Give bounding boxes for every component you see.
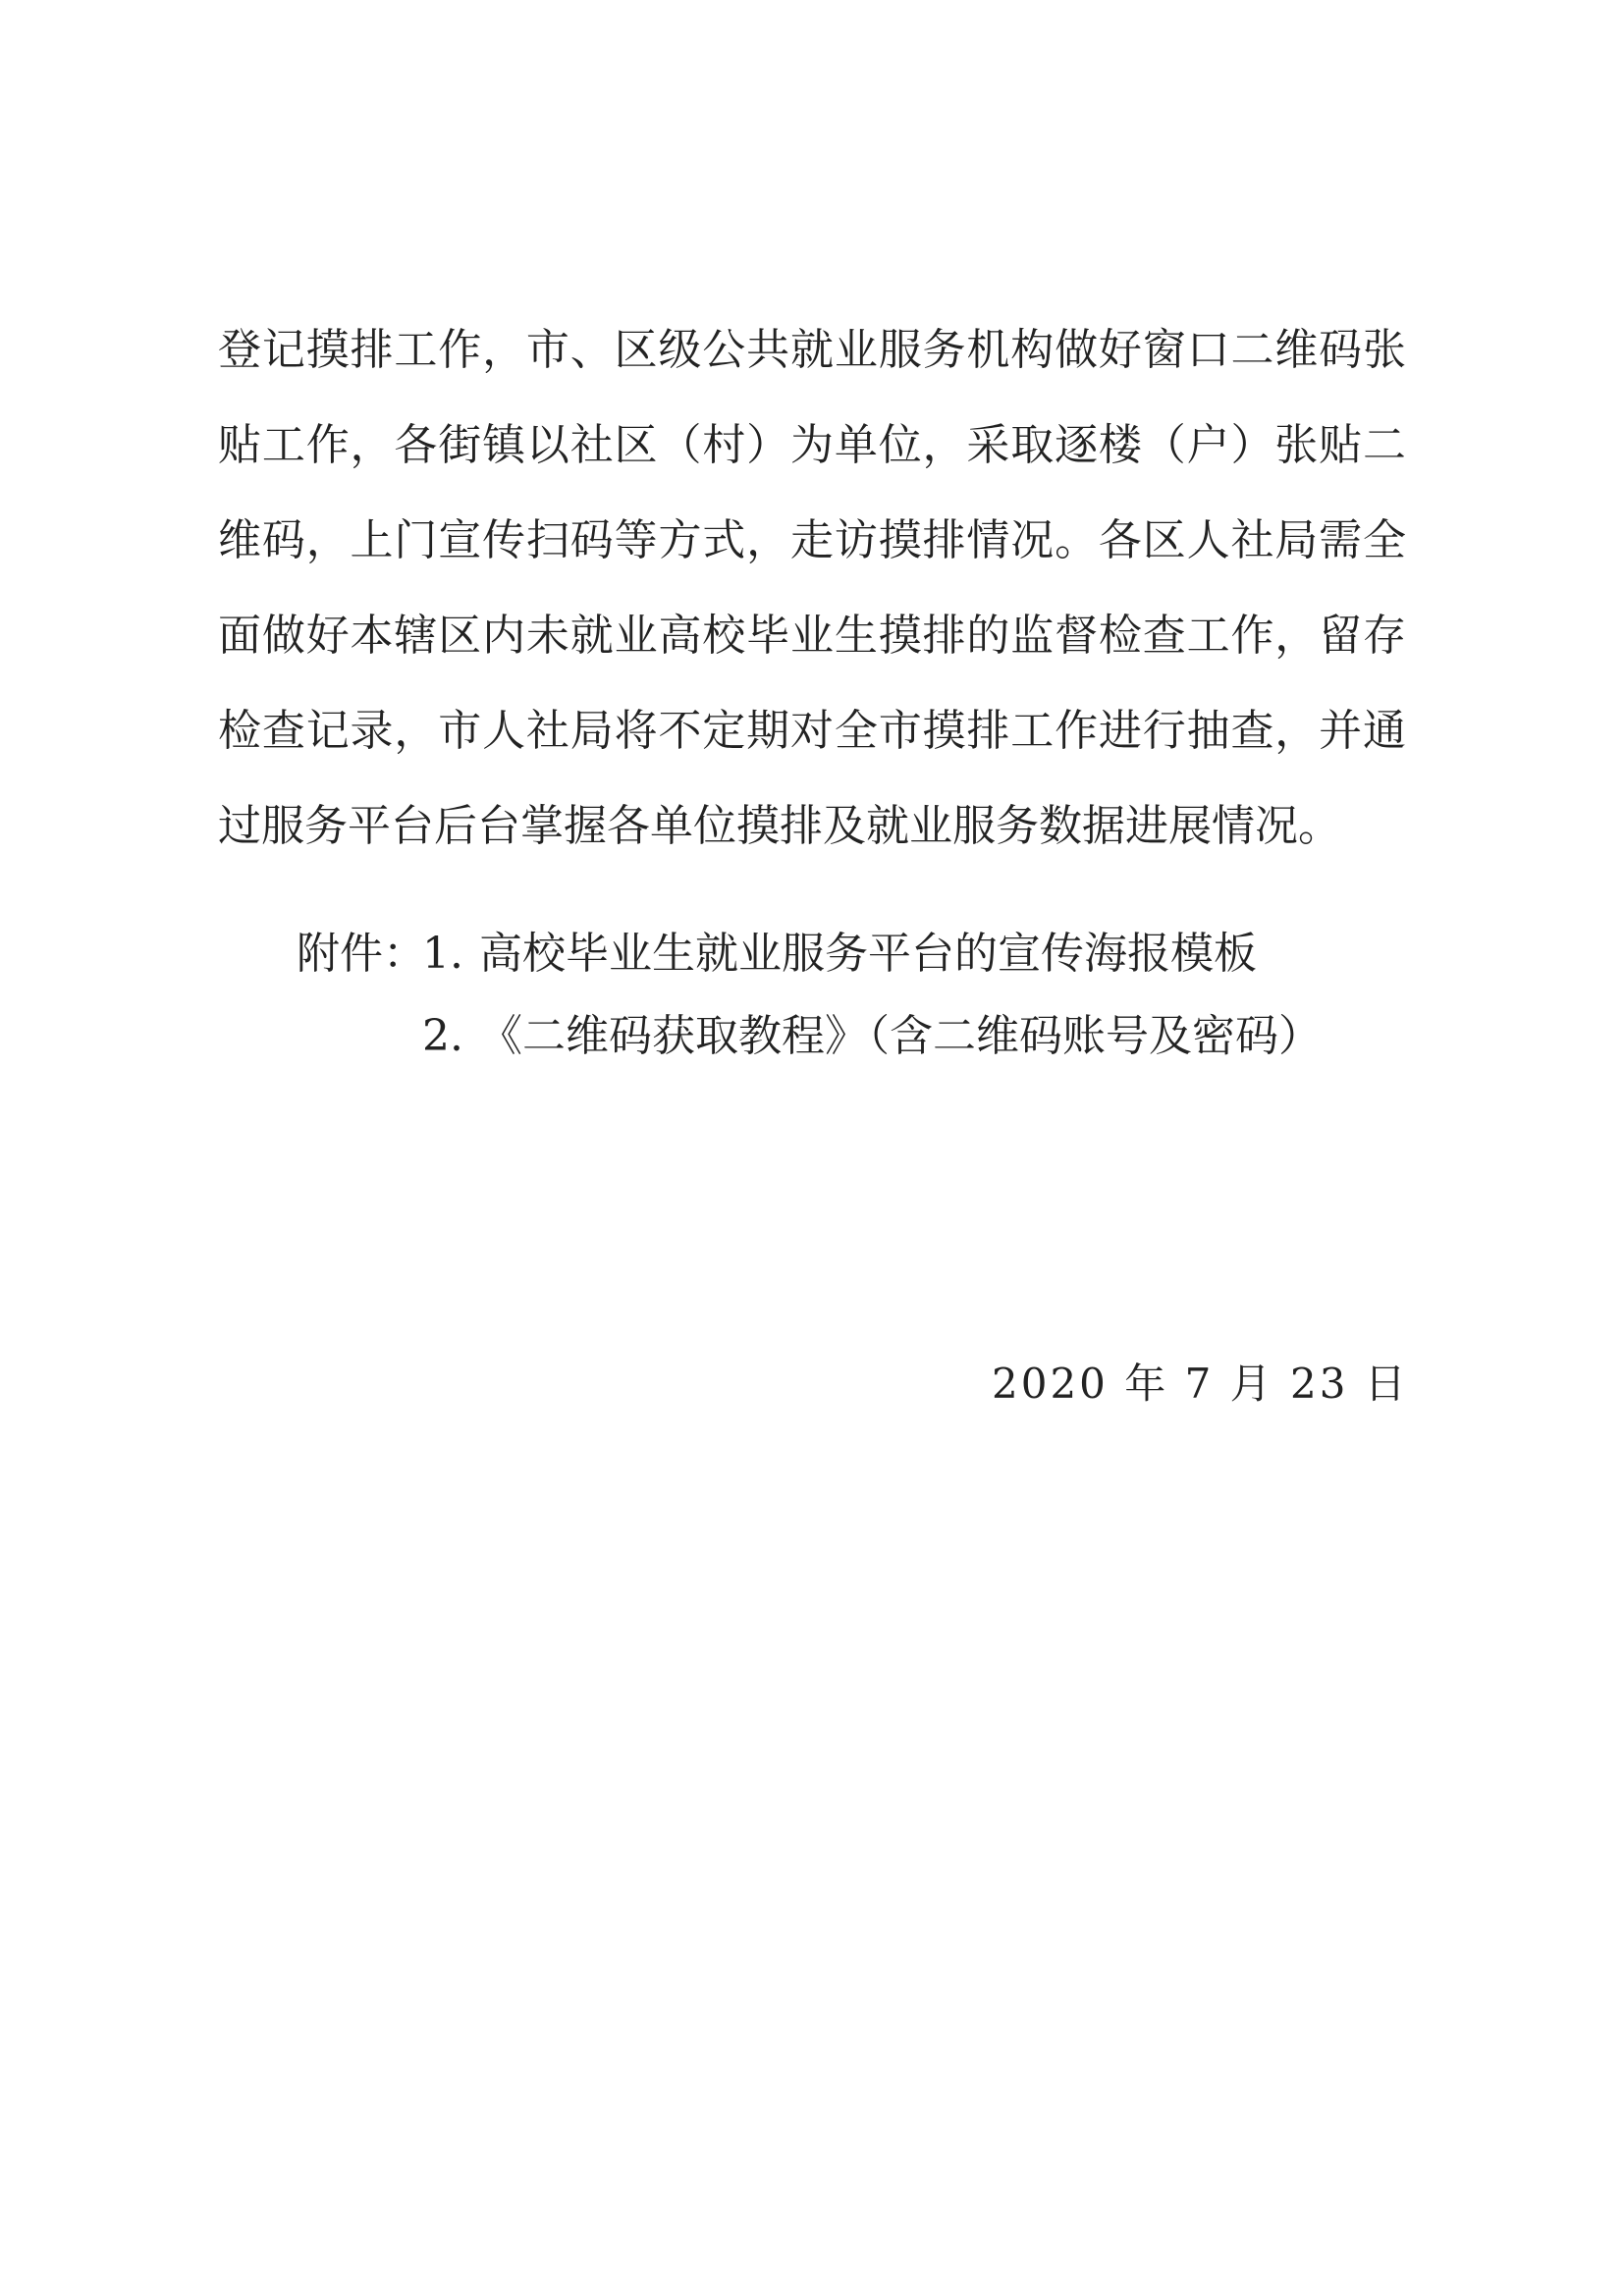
body-line: 登记摸排工作，市、区级公共就业服务机构做好窗口二维码张 <box>218 325 1406 375</box>
body-line: 检查记录，市人社局将不定期对全市摸排工作进行抽查，并通 <box>218 706 1406 756</box>
attachments-label: 附件： <box>297 929 426 979</box>
attachment-title: 高校毕业生就业服务平台的宣传海报模板 <box>479 929 1257 979</box>
body-paragraph <box>218 302 1406 874</box>
body-line: 贴工作，各街镇以社区（村）为单位，采取逐楼（户）张贴二 <box>218 420 1406 470</box>
attachment-title: 《二维码获取教程》（含二维码账号及密码） <box>479 1011 1322 1061</box>
attachments-list <box>297 913 1377 1078</box>
attachment-item <box>297 995 1377 1078</box>
body-line: 维码，上门宣传扫码等方式，走访摸排情况。各区人社局需全 <box>218 515 1406 565</box>
attachment-number: 2. <box>422 1011 463 1061</box>
attachment-number: 1. <box>422 929 463 979</box>
body-line: 过服务平台后台掌握各单位摸排及就业服务数据进展情况。 <box>218 801 1341 851</box>
document-date: 2020 年 7 月 23 日 <box>992 1360 1409 1408</box>
body-line: 面做好本辖区内未就业高校毕业生摸排的监督检查工作，留存 <box>218 611 1406 661</box>
attachment-item <box>297 913 1377 995</box>
